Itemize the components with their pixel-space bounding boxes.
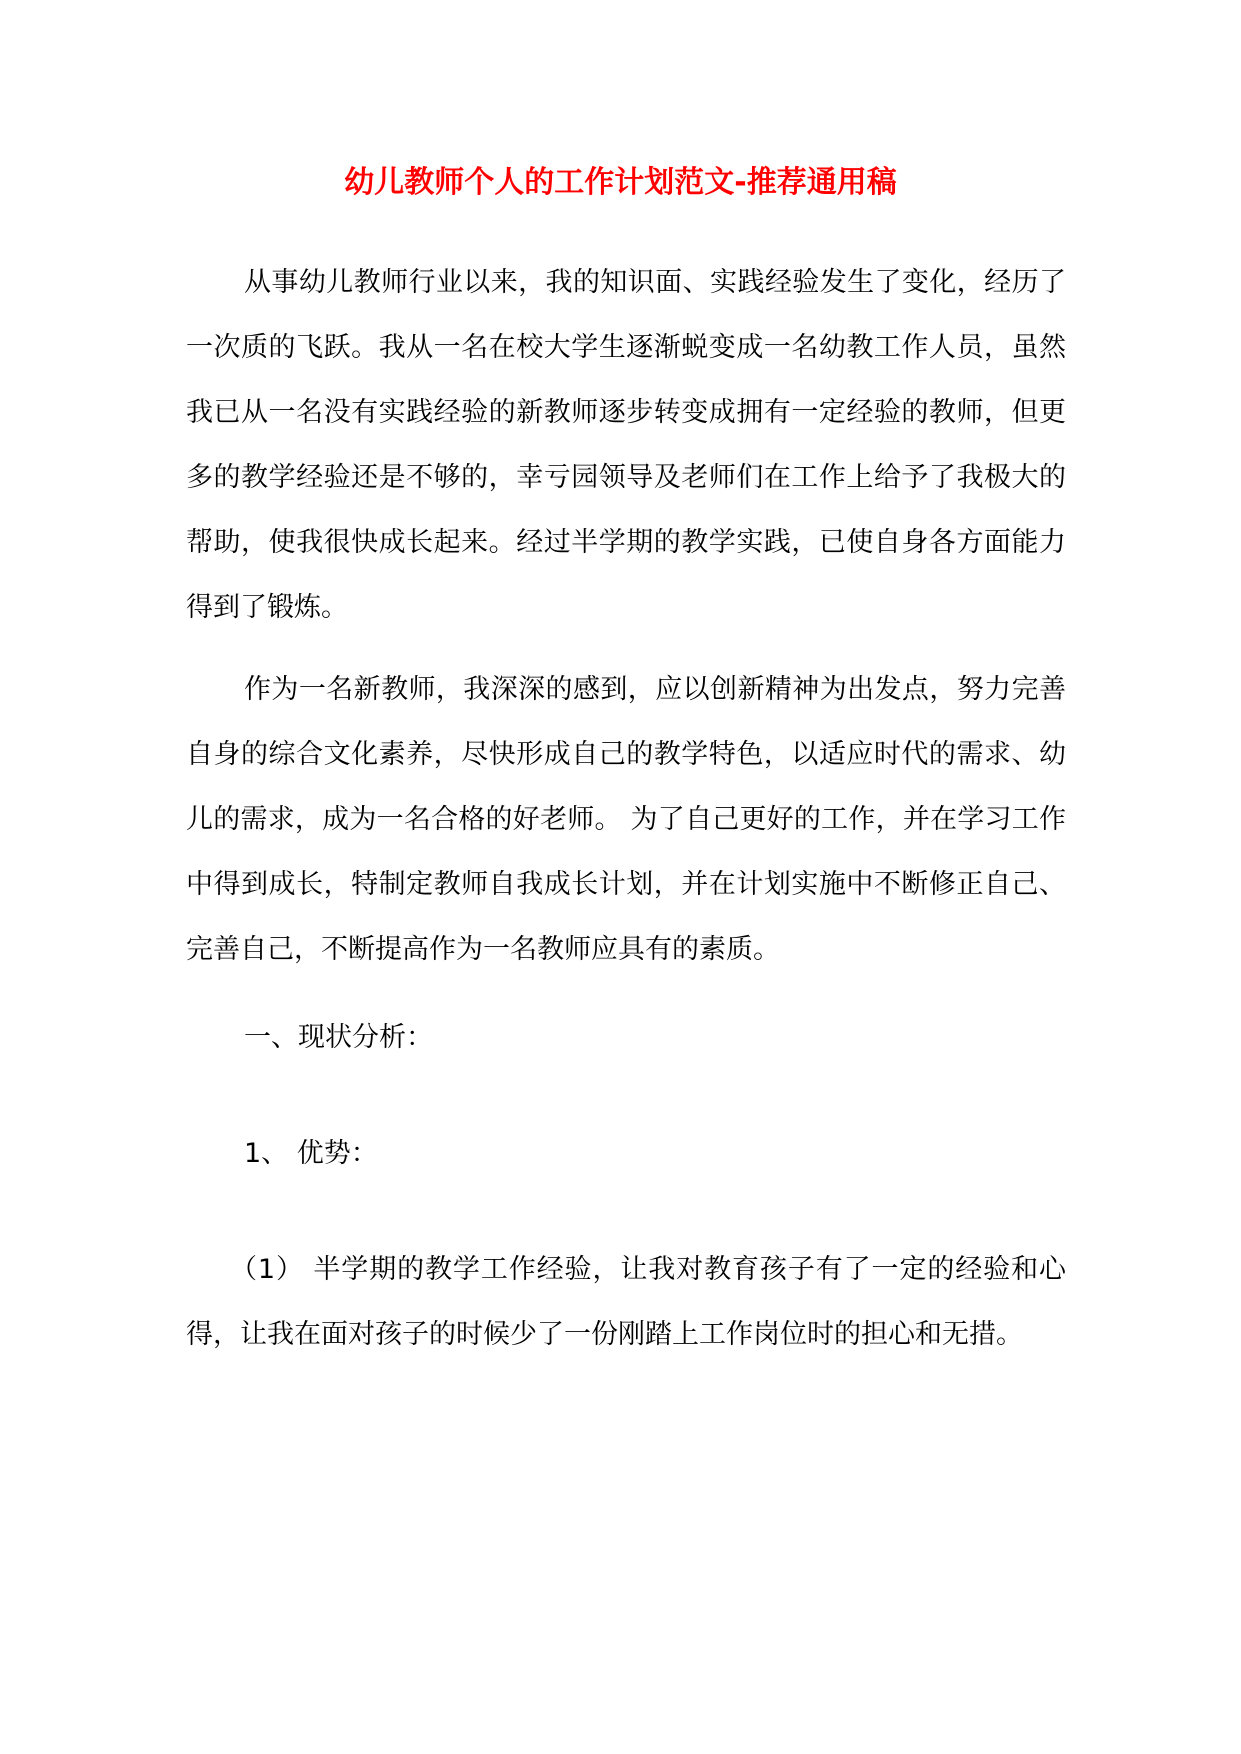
paragraph-strength-item-1: （1） 半学期的教学工作经验，让我对教育孩子有了一定的经验和心得，让我在面对孩子的时候少了一份刚踏上工作岗位时的担心和无措。: [186, 1254, 1066, 1350]
subsection-heading-strengths: 1、 优势：: [244, 1138, 378, 1169]
paragraph-intro: 从事幼儿教师行业以来，我的知识面、实践经验发生了变化，经历了一次质的飞跃。我从一名在校大学生逐渐蜕变成一名幼教工作人员，虽然我已从一名没有实践经验的新教师逐步转变成拥有一定经验的教师，但更多的教学经验还是不够的，幸亏园领导及老师们在工作上给予了我极大的帮助，使我很快成长起来。经过半学期的教学实践，已使自身各方面能力得到了锻炼。: [186, 267, 1066, 623]
document-title: 幼儿教师个人的工作计划范文-推荐通用稿: [344, 165, 897, 200]
paragraph-goals: 作为一名新教师，我深深的感到，应以创新精神为出发点，努力完善自身的综合文化素养，尽快形成自己的教学特色，以适应时代的需求、幼儿的需求，成为一名合格的好老师。 为了自己更好的工作，并在学习工作中得到成长，特制定教师自我成长计划，并在计划实施中不断修正自己、完善自己，不断提高作为一名教师应具有的素质。: [186, 674, 1066, 965]
section-heading-status-analysis: 一、现状分析：: [244, 1022, 433, 1053]
